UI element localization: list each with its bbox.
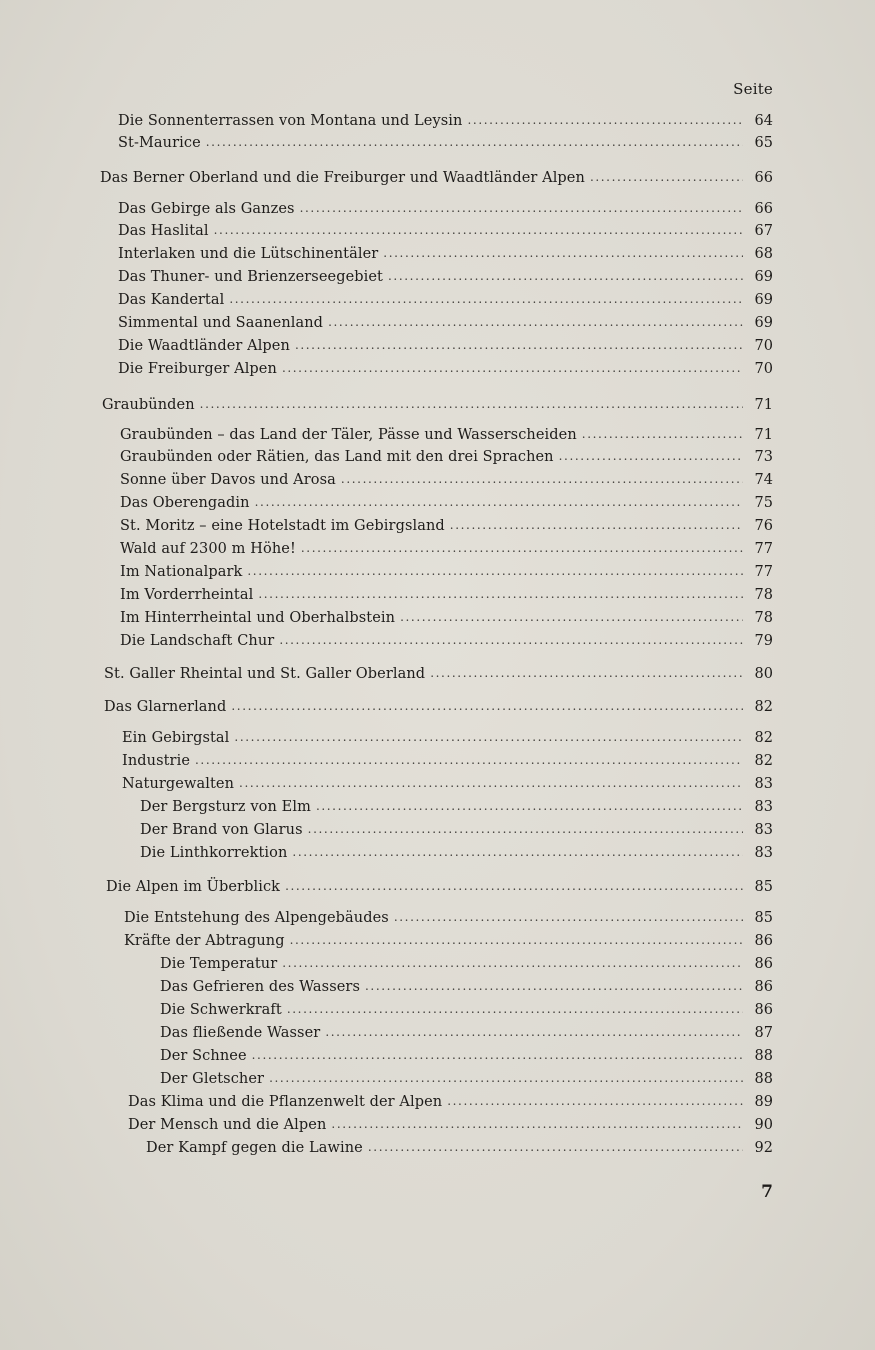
toc-entry-title: Der Brand von Glarus	[140, 822, 303, 838]
toc-entry-title: Die Sonnenterrassen von Montana und Leysin	[118, 113, 463, 129]
toc-entry-page: 68	[754, 246, 773, 262]
dot-leader	[467, 109, 743, 131]
toc-entry-page: 67	[754, 223, 773, 239]
toc-entry	[118, 312, 773, 334]
toc-entry-page: 88	[754, 1071, 773, 1087]
toc-entry-title: Naturgewalten	[122, 776, 235, 792]
toc-entry-title: St. Galler Rheintal und St. Galler Oberland	[104, 666, 426, 682]
toc-entry-page: 88	[754, 1048, 773, 1064]
toc-entry	[124, 907, 773, 929]
toc-entry-title: St. Moritz – eine Hotelstadt im Gebirgsland	[120, 518, 445, 534]
toc-entry-title: Die Linthkorrektion	[140, 845, 288, 861]
toc-entry	[120, 630, 773, 652]
dot-leader	[214, 219, 743, 241]
page-column-header: Seite	[733, 80, 773, 98]
dot-leader	[279, 629, 743, 651]
dot-leader	[383, 242, 743, 264]
toc-entry-page: 74	[754, 472, 773, 488]
toc-entry	[128, 1091, 773, 1113]
toc-entry-page: 71	[754, 397, 773, 413]
toc-entry-page: 79	[754, 633, 773, 649]
toc-subentry	[140, 796, 773, 818]
dot-leader	[394, 906, 743, 928]
dot-leader	[300, 197, 743, 219]
toc-entry-title: Interlaken und die Lütschinentäler	[118, 246, 379, 262]
toc-entry-page: 82	[754, 753, 773, 769]
toc-entry	[120, 584, 773, 606]
toc-entry-title: Die Waadtländer Alpen	[118, 338, 290, 354]
dot-leader	[301, 537, 743, 559]
toc-entry-page: 73	[754, 449, 773, 465]
toc-entry-page: 85	[754, 910, 773, 926]
dot-leader	[430, 662, 743, 684]
toc-entry-page: 86	[754, 956, 773, 972]
toc-entry	[118, 198, 773, 220]
dot-leader	[365, 975, 743, 997]
toc-entry-title: Ein Gebirgstal	[122, 730, 230, 746]
toc-entry-title: Sonne über Davos und Arosa	[120, 472, 336, 488]
toc-entry-page: 90	[754, 1117, 773, 1133]
toc-subentry	[140, 819, 773, 841]
dot-leader	[247, 560, 743, 582]
toc-subentry	[146, 1137, 773, 1159]
toc-entry-title: Die Schwerkraft	[160, 1002, 282, 1018]
toc-entry-title: Simmental und Saanenland	[118, 315, 324, 331]
toc-entry	[120, 446, 773, 468]
toc-entry-title: Kräfte der Abtragung	[124, 933, 285, 949]
toc-subentry	[160, 953, 773, 975]
toc-entry	[118, 110, 773, 132]
dot-leader	[285, 875, 743, 897]
toc-entry	[120, 492, 773, 514]
toc-chapter	[100, 167, 773, 189]
toc-entry-title: Wald auf 2300 m Höhe!	[120, 541, 296, 557]
toc-entry-page: 69	[754, 269, 773, 285]
toc-entry-title: Der Mensch und die Alpen	[128, 1117, 327, 1133]
toc-entry-title: Das Oberengadin	[120, 495, 250, 511]
toc-entry-page: 89	[754, 1094, 773, 1110]
dot-leader	[234, 726, 743, 748]
toc-entry-page: 92	[754, 1140, 773, 1156]
dot-leader	[447, 1090, 743, 1112]
toc-subentry	[160, 1022, 773, 1044]
toc-entry-page: 65	[754, 135, 773, 151]
toc-chapter	[102, 394, 773, 416]
toc-entry	[118, 289, 773, 311]
toc-entry	[120, 607, 773, 629]
toc-entry-title: Graubünden	[102, 397, 195, 413]
toc-entry-page: 83	[754, 845, 773, 861]
toc-entry-page: 85	[754, 879, 773, 895]
toc-entry	[118, 132, 773, 154]
dot-leader	[368, 1136, 743, 1158]
dot-leader	[559, 445, 743, 467]
dot-leader	[287, 998, 743, 1020]
dot-leader	[292, 841, 743, 863]
toc-entry-page: 80	[754, 666, 773, 682]
dot-leader	[206, 131, 743, 153]
toc-chapter	[104, 663, 773, 685]
dot-leader	[229, 288, 743, 310]
dot-leader	[239, 772, 743, 794]
toc-entry-page: 69	[754, 315, 773, 331]
toc-subentry	[140, 842, 773, 864]
dot-leader	[450, 514, 743, 536]
toc-entry	[118, 358, 773, 380]
toc-entry-title: Die Temperatur	[160, 956, 278, 972]
toc-entry-page: 78	[754, 587, 773, 603]
toc-entry-page: 86	[754, 933, 773, 949]
toc-entry-title: Im Nationalpark	[120, 564, 243, 580]
toc-entry	[122, 750, 773, 772]
toc-entry	[118, 220, 773, 242]
toc-entry	[120, 424, 773, 446]
dot-leader	[388, 265, 743, 287]
toc-entry-page: 75	[754, 495, 773, 511]
toc-entry-title: Die Landschaft Chur	[120, 633, 275, 649]
toc-entry-page: 82	[754, 730, 773, 746]
dot-leader	[258, 583, 743, 605]
dot-leader	[331, 1113, 743, 1135]
toc-entry-title: Graubünden oder Rätien, das Land mit den drei Sprachen	[120, 449, 554, 465]
dot-leader	[590, 166, 743, 188]
page-number: 7	[761, 1182, 773, 1202]
toc-subentry	[160, 1045, 773, 1067]
toc-chapter	[104, 696, 773, 718]
toc-entry-page: 87	[754, 1025, 773, 1041]
toc-entry-page: 83	[754, 799, 773, 815]
toc-entry-page: 83	[754, 776, 773, 792]
dot-leader	[231, 695, 743, 717]
toc-entry-title: Im Hinterrheintal und Oberhalbstein	[120, 610, 396, 626]
dot-leader	[200, 393, 743, 415]
toc-entry-title: Das fließende Wasser	[160, 1025, 321, 1041]
dot-leader	[582, 423, 743, 445]
toc-entry-page: 82	[754, 699, 773, 715]
dot-leader	[255, 491, 743, 513]
dot-leader	[325, 1021, 743, 1043]
toc-entry	[124, 930, 773, 952]
toc-entry-title: Der Bergsturz von Elm	[140, 799, 311, 815]
toc-entry-title: Das Kandertal	[118, 292, 225, 308]
toc-entry-page: 86	[754, 1002, 773, 1018]
toc-entry	[118, 266, 773, 288]
dot-leader	[290, 929, 743, 951]
toc-entry-title: Das Berner Oberland und die Freiburger und Waadtländer Alpen	[100, 170, 585, 186]
toc-entry	[128, 1114, 773, 1136]
dot-leader	[269, 1067, 743, 1089]
dot-leader	[195, 749, 743, 771]
dot-leader	[282, 952, 743, 974]
toc-entry-title: Das Gefrieren des Wassers	[160, 979, 360, 995]
toc-entry-page: 83	[754, 822, 773, 838]
toc-entry-title: Das Gebirge als Ganzes	[118, 201, 295, 217]
toc-entry-page: 71	[754, 427, 773, 443]
toc-entry	[118, 243, 773, 265]
toc-entry-page: 70	[754, 338, 773, 354]
toc-subentry	[160, 999, 773, 1021]
dot-leader	[295, 334, 743, 356]
toc-chapter	[106, 876, 773, 898]
dot-leader	[341, 468, 743, 490]
toc-entry-title: Der Gletscher	[160, 1071, 265, 1087]
toc-entry-title: Im Vorderrheintal	[120, 587, 254, 603]
toc-entry-title: Die Entstehung des Alpengebäudes	[124, 910, 389, 926]
toc-entry-title: Der Schnee	[160, 1048, 247, 1064]
toc-entry-page: 77	[754, 564, 773, 580]
dot-leader	[316, 795, 743, 817]
dot-leader	[328, 311, 743, 333]
toc-entry-page: 69	[754, 292, 773, 308]
dot-leader	[252, 1044, 743, 1066]
toc-entry-page: 76	[754, 518, 773, 534]
toc-entry	[120, 469, 773, 491]
toc-entry-title: Der Kampf gegen die Lawine	[146, 1140, 363, 1156]
toc-entry-page: 66	[754, 201, 773, 217]
toc-entry	[122, 727, 773, 749]
toc-entry	[120, 538, 773, 560]
toc-subentry	[160, 1068, 773, 1090]
toc-entry-title: Die Freiburger Alpen	[118, 361, 277, 377]
toc-entry-page: 77	[754, 541, 773, 557]
toc-entry-title: Das Haslital	[118, 223, 209, 239]
toc-entry-title: Die Alpen im Überblick	[106, 879, 281, 895]
toc-entry-page: 86	[754, 979, 773, 995]
toc-entry-page: 70	[754, 361, 773, 377]
toc-entry	[118, 335, 773, 357]
toc-entry	[120, 515, 773, 537]
toc-entry-page: 66	[754, 170, 773, 186]
toc-entry-title: St-Maurice	[118, 135, 201, 151]
toc-entry-title: Das Glarnerland	[104, 699, 227, 715]
toc-entry-title: Graubünden – das Land der Täler, Pässe und Wasserscheiden	[120, 427, 577, 443]
toc-entry	[122, 773, 773, 795]
toc-entry-title: Das Klima und die Pflanzenwelt der Alpen	[128, 1094, 443, 1110]
toc-subentry	[160, 976, 773, 998]
toc-entry	[120, 561, 773, 583]
dot-leader	[308, 818, 743, 840]
dot-leader	[400, 606, 743, 628]
toc-entry-title: Das Thuner- und Brienzerseegebiet	[118, 269, 383, 285]
toc-entry-title: Industrie	[122, 753, 191, 769]
toc-entry-page: 64	[754, 113, 773, 129]
toc-entry-page: 78	[754, 610, 773, 626]
dot-leader	[282, 357, 743, 379]
